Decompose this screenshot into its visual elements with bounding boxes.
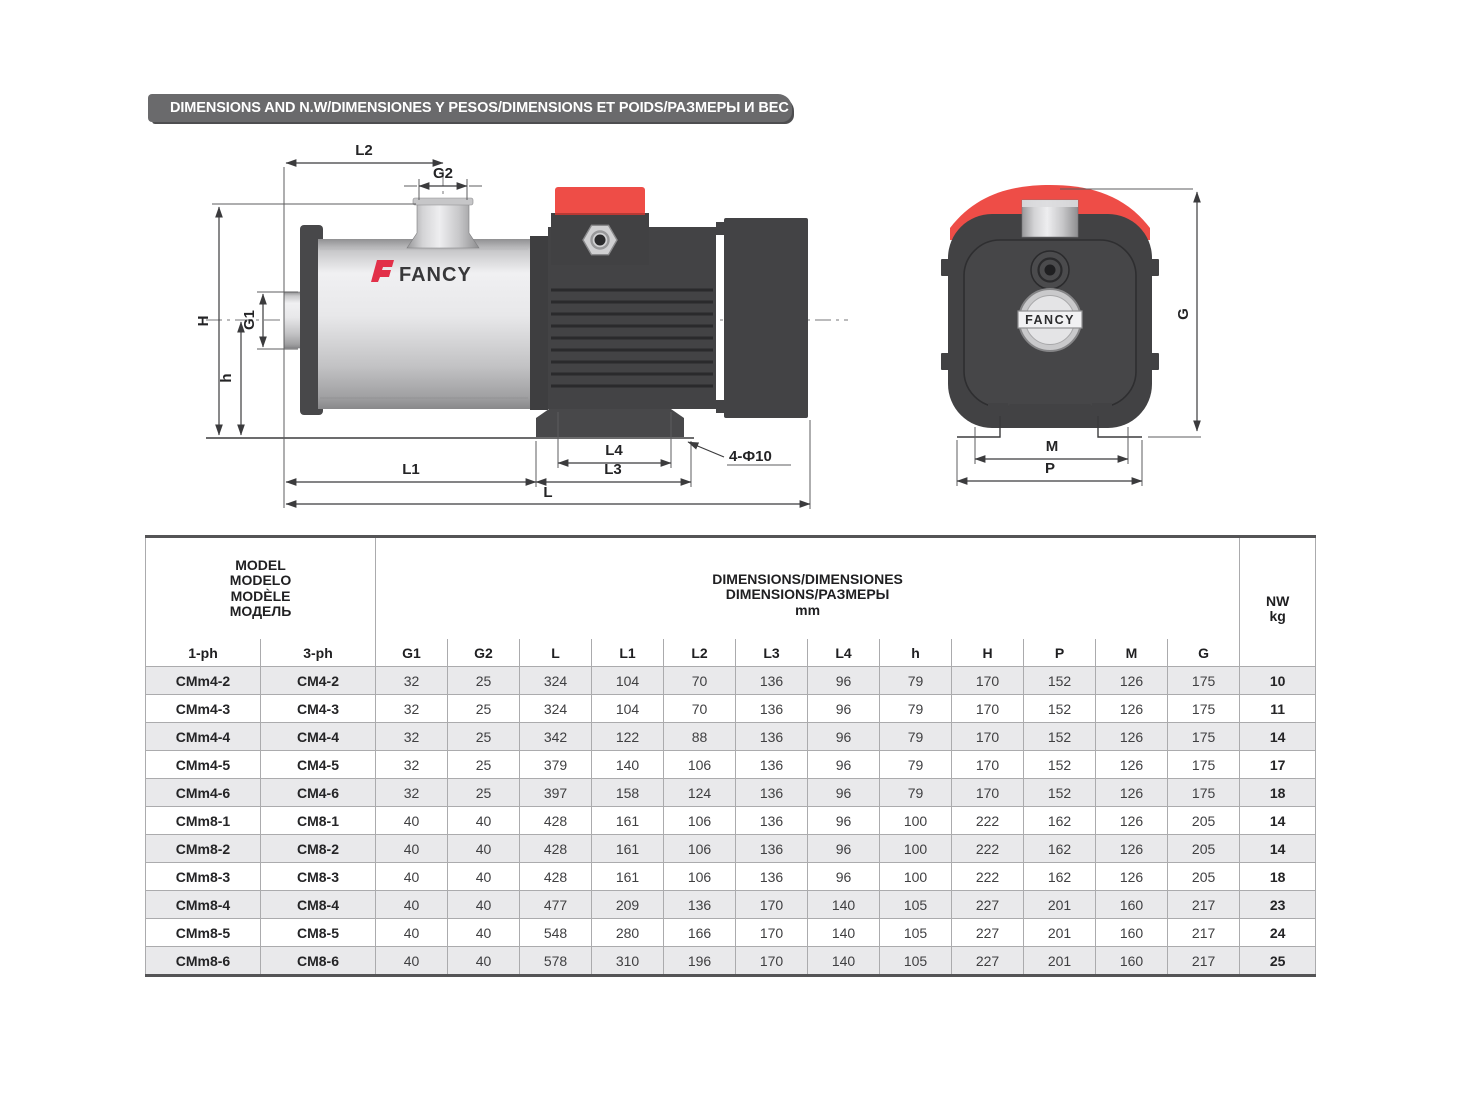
dim-value: 126 [1096,807,1168,835]
model-1ph: CMm4-5 [146,751,261,779]
dim-value: 201 [1024,891,1096,919]
dim-value: 205 [1168,835,1240,863]
dim-value: 205 [1168,807,1240,835]
dim-value: 32 [376,695,448,723]
dim-value: 25 [448,667,520,695]
dim-value: 136 [736,723,808,751]
dim-value: 100 [880,863,952,891]
dim-value: 548 [520,919,592,947]
table-row [146,835,1316,863]
dim-value: 40 [376,947,448,976]
column-header-l1: L1 [592,639,664,667]
column-header-hh: H [952,639,1024,667]
column-header-l: L [520,639,592,667]
dim-value: 397 [520,779,592,807]
dim-value: 79 [880,695,952,723]
dim-value: 106 [664,835,736,863]
dimensions-table [145,535,1316,977]
center-pedestal [1008,404,1092,426]
dim-value: 160 [1096,947,1168,976]
dim-value: 175 [1168,667,1240,695]
model-1ph: CMm8-3 [146,863,261,891]
model-1ph: CMm4-6 [146,779,261,807]
dim-value: 428 [520,807,592,835]
dim-value: 40 [376,835,448,863]
fan-cover [724,218,808,418]
dim-value: 217 [1168,947,1240,976]
dimensions-header [376,537,1240,640]
dim-value: 136 [736,667,808,695]
dim-value: 106 [664,751,736,779]
dim-label-g2: G2 [432,165,454,182]
dim-value: 105 [880,947,952,976]
nw-value: 17 [1240,751,1316,779]
brand-badge-text: FANCY [1025,313,1075,327]
dim-value: 96 [808,779,880,807]
discharge-port [407,203,479,248]
column-header-l2: L2 [664,639,736,667]
dim-label-l-total: L [543,484,553,501]
model-3ph: CM8-5 [261,919,376,947]
column-header-l4: L4 [808,639,880,667]
terminal-box-red-cap [555,187,645,215]
dim-value: 227 [952,891,1024,919]
dim-value: 152 [1024,779,1096,807]
fill-plug-icon [1031,251,1069,289]
model-1ph: CMm8-6 [146,947,261,976]
dim-value: 170 [952,751,1024,779]
dim-value: 201 [1024,919,1096,947]
dim-value: 104 [592,667,664,695]
dim-value: 96 [808,835,880,863]
dim-value: 122 [592,723,664,751]
dim-value: 136 [736,807,808,835]
dim-value: 126 [1096,835,1168,863]
dim-value: 126 [1096,723,1168,751]
model-3ph: CM4-2 [261,667,376,695]
column-header-p: P [1024,639,1096,667]
dim-label-p: P [1044,460,1056,477]
dim-value: 100 [880,835,952,863]
column-header-3ph: 3-ph [261,639,376,667]
dim-value: 136 [664,891,736,919]
nw-value: 18 [1240,779,1316,807]
dim-value: 70 [664,667,736,695]
nw-value: 14 [1240,807,1316,835]
dim-value: 222 [952,807,1024,835]
model-3ph: CM4-6 [261,779,376,807]
dim-label-l2: L2 [355,142,373,159]
dim-value: 40 [376,807,448,835]
column-header-l3: L3 [736,639,808,667]
table-row [146,947,1316,976]
model-1ph: CMm8-4 [146,891,261,919]
model-3ph: CM8-6 [261,947,376,976]
nw-value: 14 [1240,723,1316,751]
dim-value: 152 [1024,751,1096,779]
brand-logo-text: FANCY [399,264,472,286]
dim-value: 140 [592,751,664,779]
discharge-port-lip [413,198,473,205]
dim-label-l1: L1 [402,461,420,478]
dim-value: 126 [1096,751,1168,779]
dim-value: 126 [1096,667,1168,695]
dim-value: 96 [808,667,880,695]
dim-label-l4: L4 [605,442,623,459]
dim-value: 32 [376,779,448,807]
dim-value: 40 [376,919,448,947]
dim-value: 222 [952,835,1024,863]
dim-label-l3: L3 [604,461,622,478]
dim-value: 162 [1024,807,1096,835]
dim-value: 175 [1168,695,1240,723]
model-3ph: CM8-4 [261,891,376,919]
nw-header [1240,537,1316,667]
dim-value: 227 [952,919,1024,947]
dim-value: 136 [736,779,808,807]
dim-value: 88 [664,723,736,751]
nw-header-line: kg [1269,608,1286,624]
table-row [146,667,1316,695]
dim-value: 152 [1024,667,1096,695]
dim-value: 342 [520,723,592,751]
dim-value: 25 [448,751,520,779]
dim-value: 170 [952,667,1024,695]
dim-value: 140 [808,919,880,947]
dim-value: 40 [376,863,448,891]
dim-value: 222 [952,863,1024,891]
dim-value: 96 [808,807,880,835]
dim-value: 227 [952,947,1024,976]
dim-value: 40 [448,835,520,863]
dim-value: 140 [808,947,880,976]
dim-value: 25 [448,723,520,751]
dim-value: 324 [520,695,592,723]
nw-value: 23 [1240,891,1316,919]
model-1ph: CMm4-2 [146,667,261,695]
dim-value: 126 [1096,779,1168,807]
dim-value: 70 [664,695,736,723]
dim-value: 32 [376,667,448,695]
table-row [146,919,1316,947]
dim-value: 25 [448,779,520,807]
technical-drawings [0,0,1460,530]
column-header-g: G [1168,639,1240,667]
dim-value: 428 [520,863,592,891]
model-1ph: CMm8-1 [146,807,261,835]
model-header-line: MODEL [235,556,286,573]
dim-value: 106 [664,807,736,835]
dim-value: 79 [880,723,952,751]
dim-label-h-base: h [218,373,235,383]
dim-value: 40 [448,863,520,891]
dim-value: 32 [376,723,448,751]
dim-value: 32 [376,751,448,779]
dim-value: 136 [736,695,808,723]
dim-value: 40 [448,947,520,976]
dim-value: 175 [1168,751,1240,779]
dim-value: 379 [520,751,592,779]
nw-value: 14 [1240,835,1316,863]
dim-value: 162 [1024,863,1096,891]
dim-value: 105 [880,919,952,947]
dim-value: 152 [1024,723,1096,751]
dim-value: 217 [1168,919,1240,947]
dim-value: 79 [880,779,952,807]
dim-value: 40 [448,891,520,919]
nw-header-line: NW [1266,592,1290,609]
dim-value: 175 [1168,779,1240,807]
dim-value: 136 [736,863,808,891]
nw-value: 18 [1240,863,1316,891]
dimensions-header-line: DIMENSIONS/DIMENSIONES [712,570,903,587]
dim-value: 170 [952,779,1024,807]
model-3ph: CM8-2 [261,835,376,863]
table-subheader-row [146,639,1316,667]
dim-value: 578 [520,947,592,976]
dim-value: 161 [592,863,664,891]
side-view-drawing [195,142,848,509]
model-1ph: CMm8-2 [146,835,261,863]
column-header-1ph: 1-ph [146,639,261,667]
dim-value: 324 [520,667,592,695]
dim-value: 96 [808,863,880,891]
dim-value: 79 [880,751,952,779]
dim-value: 160 [1096,919,1168,947]
dim-label-g: G [1175,308,1192,320]
dim-value: 100 [880,807,952,835]
dim-value: 310 [592,947,664,976]
column-header-h: h [880,639,952,667]
dim-value: 196 [664,947,736,976]
dim-label-bolt-holes: 4-Ф10 [729,448,772,465]
model-1ph: CMm8-5 [146,919,261,947]
table-row [146,779,1316,807]
dim-value: 477 [520,891,592,919]
column-header-g1: G1 [376,639,448,667]
front-view-drawing [941,185,1201,486]
model-header [146,537,376,640]
dim-value: 175 [1168,723,1240,751]
brand-badge [1018,289,1082,351]
dim-value: 170 [736,919,808,947]
table-row [146,695,1316,723]
dim-value: 140 [808,891,880,919]
dim-value: 25 [448,695,520,723]
dim-value: 170 [736,947,808,976]
table-row [146,751,1316,779]
pump-machine-front [941,185,1159,437]
dim-value: 158 [592,779,664,807]
dim-value: 106 [664,863,736,891]
dim-label-h-total: H [195,315,212,327]
dim-value: 162 [1024,835,1096,863]
dim-label-m: M [1045,438,1059,455]
dim-value: 79 [880,667,952,695]
dim-value: 161 [592,807,664,835]
dim-value: 170 [736,891,808,919]
dim-value: 209 [592,891,664,919]
model-3ph: CM8-1 [261,807,376,835]
model-1ph: CMm4-3 [146,695,261,723]
table-row [146,863,1316,891]
dim-label-g1: G1 [241,309,258,331]
column-header-m: M [1096,639,1168,667]
table-row [146,807,1316,835]
model-3ph: CM4-5 [261,751,376,779]
dim-value: 126 [1096,863,1168,891]
dim-value: 170 [952,695,1024,723]
dim-value: 40 [448,919,520,947]
dim-value: 152 [1024,695,1096,723]
nw-value: 24 [1240,919,1316,947]
dim-value: 124 [664,779,736,807]
dim-value: 40 [376,891,448,919]
pump-machine-side [206,170,848,438]
dim-value: 170 [952,723,1024,751]
dim-value: 166 [664,919,736,947]
dim-value: 217 [1168,891,1240,919]
dim-value: 160 [1096,891,1168,919]
nw-value: 11 [1240,695,1316,723]
dim-value: 105 [880,891,952,919]
dim-value: 136 [736,835,808,863]
model-header-line: MODELO [229,572,292,588]
column-header-g2: G2 [448,639,520,667]
model-header-line: MODÈLE [230,587,291,604]
dimensions-header-line: mm [795,601,821,618]
model-3ph: CM8-3 [261,863,376,891]
section-title-bar: DIMENSIONS AND N.W/DIMENSIONES Y PESOS/DIMENSIONS ET POIDS/РАЗМЕРЫ И ВЕС [148,94,792,122]
dim-value: 96 [808,695,880,723]
table-header-groups-row [146,537,1316,640]
dim-value: 201 [1024,947,1096,976]
table-row [146,723,1316,751]
model-header-line: МОДЕЛЬ [229,603,292,619]
nw-value: 25 [1240,947,1316,976]
dim-value: 161 [592,835,664,863]
model-1ph: CMm4-4 [146,723,261,751]
motor-adapter [530,236,548,410]
dim-value: 96 [808,723,880,751]
model-3ph: CM4-3 [261,695,376,723]
dim-value: 136 [736,751,808,779]
table-row [146,891,1316,919]
dim-value: 280 [592,919,664,947]
dim-value: 96 [808,751,880,779]
nw-value: 10 [1240,667,1316,695]
dim-value: 126 [1096,695,1168,723]
dimensions-header-line: DIMENSIONS/РАЗМЕРЫ [725,586,890,603]
dim-value: 205 [1168,863,1240,891]
dim-value: 428 [520,835,592,863]
dim-value: 40 [448,807,520,835]
dim-value: 104 [592,695,664,723]
model-3ph: CM4-4 [261,723,376,751]
